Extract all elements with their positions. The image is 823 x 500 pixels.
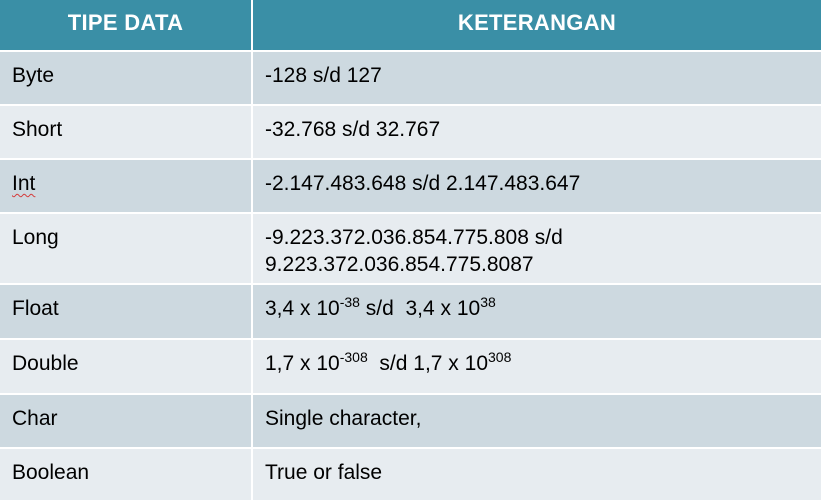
float-exp-b: 38 [480, 294, 496, 310]
row-char-desc: Single character, [253, 395, 821, 447]
row-boolean-desc: True or false [253, 449, 821, 500]
row-long-type: Long [0, 214, 251, 283]
row-double-type: Double [0, 340, 251, 393]
row-int-type-label: Int [12, 172, 36, 195]
double-base-b: s/d 1,7 x 10 [367, 352, 489, 375]
row-short-desc: -32.768 s/d 32.767 [253, 106, 821, 158]
double-exp-a: -308 [339, 349, 368, 365]
double-base-a: 1,7 x 10 [265, 352, 340, 375]
row-long-desc [253, 214, 821, 283]
row-long-desc-line2: 9.223.372.036.854.775.8087 [265, 253, 534, 276]
row-float-type: Float [0, 285, 251, 338]
double-exp-b: 308 [488, 349, 512, 365]
row-long-desc-line1: -9.223.372.036.854.775.808 s/d [265, 226, 563, 249]
header-tipe-data: TIPE DATA [0, 0, 251, 50]
row-boolean-type: Boolean [0, 449, 251, 500]
row-short-type: Short [0, 106, 251, 158]
row-char-type: Char [0, 395, 251, 447]
row-double-desc [253, 340, 821, 393]
row-byte-type: Byte [0, 52, 251, 104]
row-float-desc [253, 285, 821, 338]
float-base-b: s/d 3,4 x 10 [359, 297, 481, 320]
float-exp-a: -38 [339, 294, 360, 310]
row-int-desc: -2.147.483.648 s/d 2.147.483.647 [253, 160, 821, 212]
row-int-type [0, 160, 251, 212]
header-keterangan: KETERANGAN [253, 0, 821, 50]
float-base-a: 3,4 x 10 [265, 297, 340, 320]
row-byte-desc: -128 s/d 127 [253, 52, 821, 104]
